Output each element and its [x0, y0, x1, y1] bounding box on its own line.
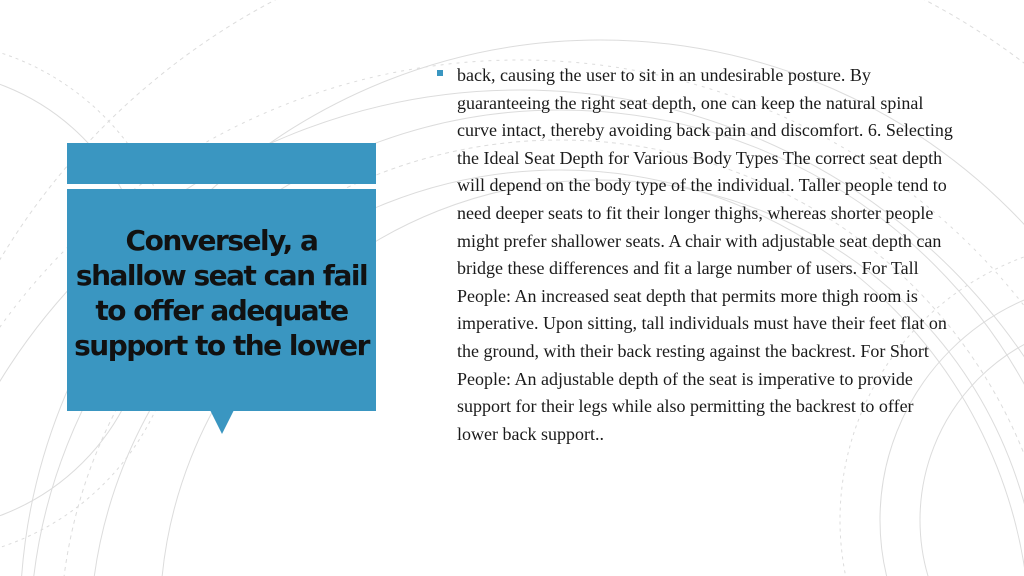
title-accent-bar: [67, 143, 376, 184]
title-box: [67, 189, 376, 411]
slide-body-text: back, causing the user to sit in an undesirable posture. By guaranteeing the right seat depth, one can keep the natural spinal curve intact, thereby avoiding back pain and discomfort. 6. Selecting the Ideal Seat Depth for Various Body Types The correct seat depth will depend on the body type of the individual. Taller people tend to need deeper seats to fit their longer thighs, whereas shorter people might prefer shallower seats. A chair with adjustable seat depth can bridge these differences and fit a large number of users. For Tall People: An increased seat depth that permits more thigh room is imperative. Upon sitting, tall individuals must have their feet flat on the ground, with their back resting against the backrest. For Short People: An adjustable depth of the seat is imperative to provide support for their legs while also permitting the backrest to offer lower back support..: [457, 65, 953, 444]
slide-title: Conversely, a shallow seat can fail to offer adequate support to the lower: [74, 224, 369, 362]
title-pointer-triangle: [210, 410, 234, 434]
square-bullet-icon: [437, 70, 443, 76]
